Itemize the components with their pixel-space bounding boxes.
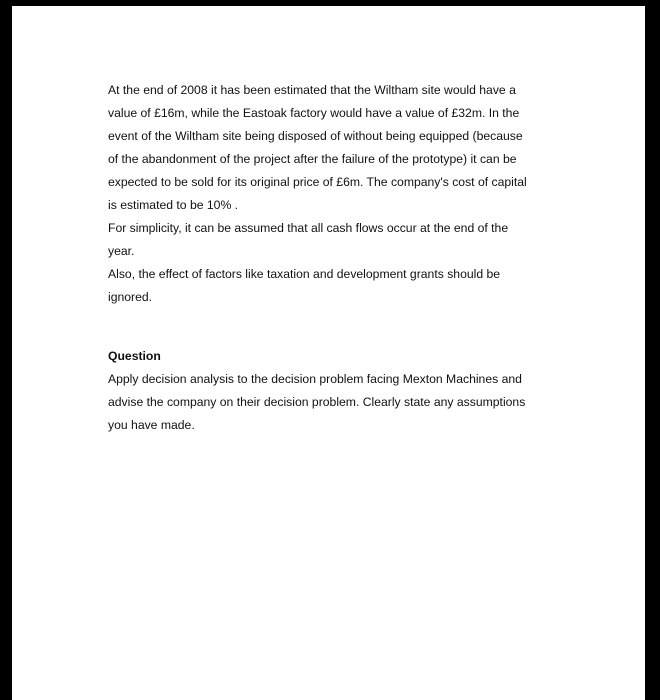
paragraph-taxation: [108, 263, 558, 309]
text-line: expected to be sold for its original price of £6m. The company's cost of capital: [108, 175, 527, 189]
paragraph-question: [108, 368, 558, 437]
text-line: Also, the effect of factors like taxation and development grants should be: [108, 267, 501, 281]
text-line: year.: [108, 244, 135, 258]
document-content: [108, 79, 558, 437]
text-line: advise the company on their decision problem. Clearly state any assumptions: [108, 395, 526, 409]
text-line: of the abandonment of the project after the failure of the prototype) it can be: [108, 152, 517, 166]
text-line: is estimated to be 10% .: [108, 198, 239, 212]
text-line: event of the Wiltham site being disposed of without being equipped (because: [108, 129, 523, 143]
text-line: Apply decision analysis to the decision problem facing Mexton Machines and: [108, 372, 522, 386]
section-spacer: [108, 309, 558, 345]
text-line: At the end of 2008 it has been estimated that the Wiltham site would have a: [108, 83, 516, 97]
text-line: For simplicity, it can be assumed that all cash flows occur at the end of the: [108, 221, 509, 235]
paragraph-cash-flows: [108, 217, 558, 263]
question-heading: Question: [108, 349, 161, 363]
document-page: [12, 6, 645, 700]
paragraph-site-values: [108, 79, 558, 217]
text-line: ignored.: [108, 290, 153, 304]
text-line: you have made.: [108, 418, 195, 432]
text-line: value of £16m, while the Eastoak factory would have a value of £32m. In the: [108, 106, 520, 120]
